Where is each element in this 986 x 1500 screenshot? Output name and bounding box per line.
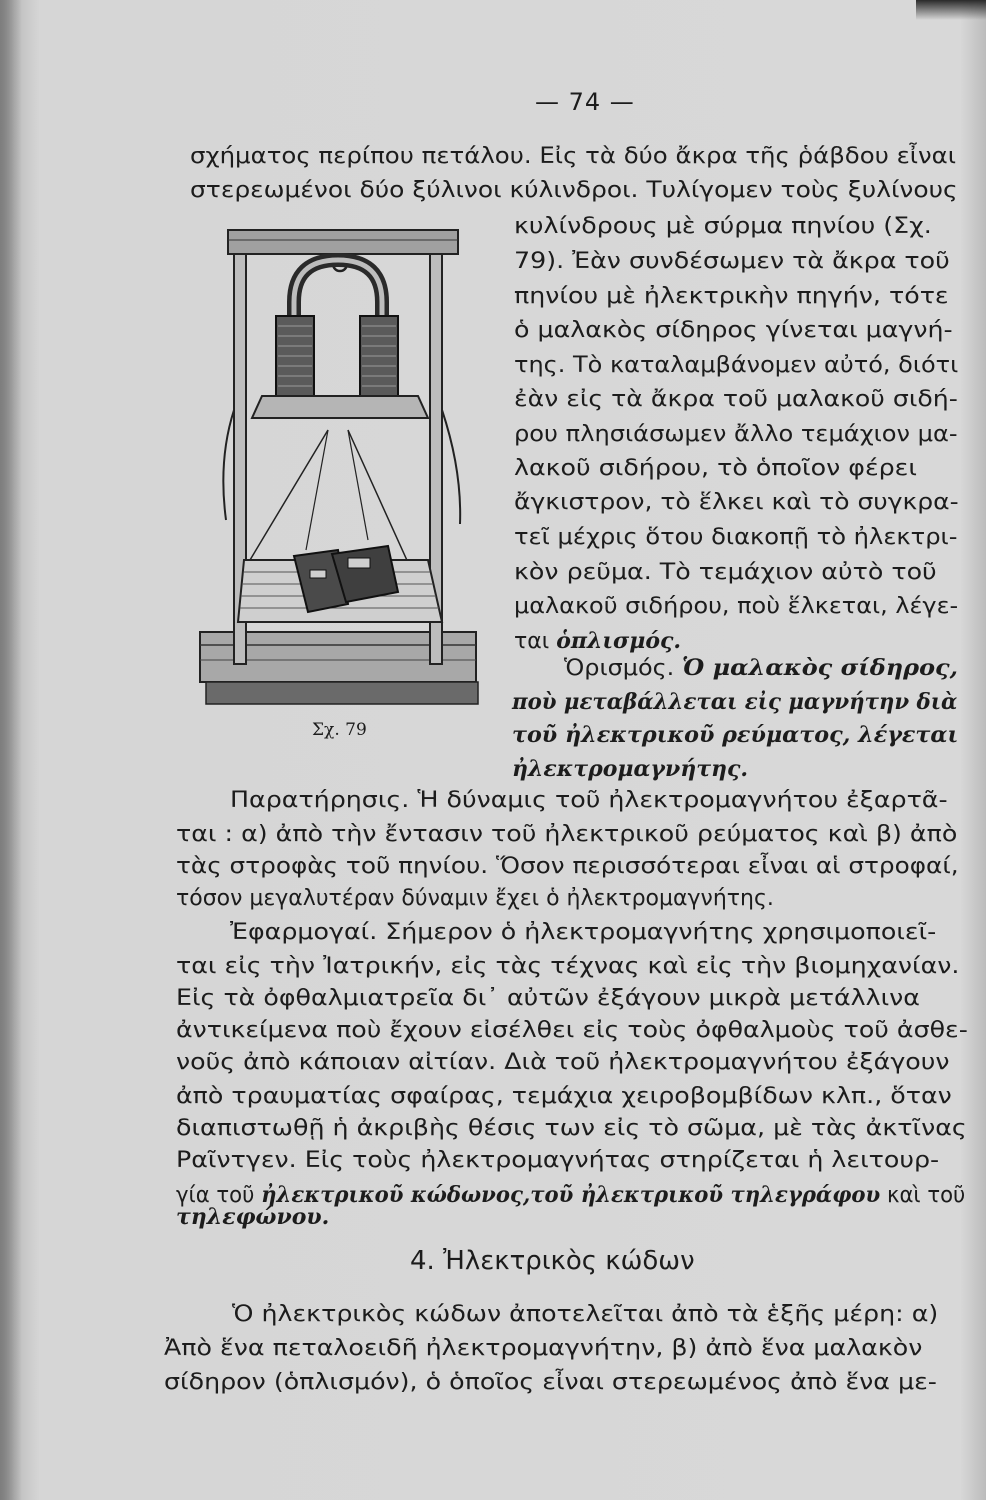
text-span: σίδηρον (ὁπλισμόν), ὁ ὁποῖος εἶναι στερεωμένος ἀπὸ ἕνα με- — [164, 1370, 937, 1395]
text-span: γία τοῦ — [176, 1183, 262, 1208]
text-line — [232, 1304, 938, 1326]
text-line — [514, 251, 950, 273]
text-line — [176, 1118, 967, 1140]
text-span: ἀντικείμενα ποὺ ἔχουν εἰσέλθει εἰς τοὺς ὀφθαλμοὺς τοῦ ἀσθε- — [176, 1018, 968, 1043]
italic-text: τοῦ ἠλεκτρικοῦ ρεύματος, λέγεται — [512, 722, 959, 748]
text-line — [514, 286, 949, 308]
text-line — [514, 596, 958, 618]
italic-text: ἠλεκτρομαγνήτης. — [512, 756, 749, 782]
text-span: λακοῦ σιδήρου, τὸ ὁποῖον φέρει — [514, 456, 917, 481]
text-span: Ἐφαρμογαί. Σήμερον ὁ ἠλεκτρομαγνήτης χρησιμοποιεῖ- — [230, 920, 937, 945]
text-line — [176, 888, 774, 910]
text-span: κὸν ρεῦμα. Τὸ τεμάχιον αὐτὸ τοῦ — [514, 560, 937, 585]
text-span: Ὁρισμός. — [564, 656, 682, 681]
text-line — [512, 691, 957, 714]
text-span: ὁ μαλακὸς σίδηρος γίνεται μαγνή- — [514, 318, 953, 343]
text-span: ται εἰς τὴν Ἰατρικήν, εἰς τὰς τέχνας καὶ εἰς τὴν βιομηχανίαν. — [176, 954, 960, 979]
text-span: ται — [514, 629, 557, 654]
text-span: καὶ τοῦ — [880, 1183, 966, 1208]
text-span: 79). Ἐὰν συνδέσωμεν τὰ ἄκρα τοῦ — [514, 249, 950, 274]
text-line — [514, 216, 932, 238]
text-span: της. Τὸ καταλαμβάνομεν αὐτό, διότι — [514, 353, 959, 378]
text-span: ται : α) ἀπὸ τὴν ἔντασιν τοῦ ἠλεκτρικοῦ ρεύματος καὶ β) ἀπὸ — [176, 822, 958, 847]
text-line — [564, 657, 958, 680]
text-line — [514, 424, 958, 446]
text-line — [514, 562, 937, 584]
text-line — [176, 824, 957, 846]
text-line — [514, 320, 953, 342]
text-span: Ραῖντγεν. Εἰς τοὺς ἠλεκτρομαγνήτας στηρίζεται ἡ λειτουρ- — [176, 1148, 940, 1173]
page-number: — 74 — — [535, 88, 635, 116]
figure-caption: Σχ. 79 — [312, 720, 367, 740]
text-span: σχήματος περίπου πετάλου. Εἰς τὰ δύο ἄκρα τῆς ῥάβδου εἶναι — [190, 144, 957, 169]
text-span: Παρατήρησις. Ἡ δύναμις τοῦ ἠλεκτρομαγνήτου ἐξαρτᾶ- — [230, 788, 948, 813]
text-line — [164, 1338, 922, 1360]
text-line — [176, 1020, 968, 1042]
text-line — [176, 956, 959, 978]
text-line — [190, 146, 956, 168]
page-corner-shadow — [916, 0, 986, 20]
text-line — [190, 180, 958, 202]
italic-text: τηλεφώνου. — [176, 1204, 330, 1230]
text-span: τεῖ μέχρις ὅτου διακοπῇ τὸ ἠλεκτρι- — [514, 525, 958, 550]
section-heading: 4. Ἠλεκτρικὸς κώδων — [410, 1246, 695, 1276]
italic-text: ὁπλισμός. — [556, 628, 682, 654]
text-span: ἀπὸ τραυματίας σφαίρας, τεμάχια χειροβομβίδων κλπ., ὅταν — [176, 1084, 952, 1109]
text-span: μαλακοῦ σιδήρου, ποὺ ἕλκεται, λέγε- — [514, 594, 959, 619]
text-line — [514, 630, 681, 653]
text-line — [514, 458, 917, 480]
text-line — [164, 1372, 937, 1394]
text-line — [176, 1086, 952, 1108]
text-line — [512, 724, 958, 747]
text-span: νοῦς ἀπὸ κάποιαν αἰτίαν. Διὰ τοῦ ἠλεκτρομαγνήτου ἐξάγουν — [176, 1050, 950, 1075]
text-line — [176, 1150, 939, 1172]
text-line — [176, 1206, 329, 1229]
text-line — [176, 1052, 950, 1074]
binding-shadow — [0, 0, 22, 1500]
text-span: τὰς στροφὰς τοῦ πηνίου. Ὅσον περισσότεραι εἶναι αἱ στροφαί, — [176, 854, 959, 879]
text-line — [512, 758, 748, 781]
italic-text: ἠλεκτρικοῦ κώδωνος,τοῦ ἠλεκτρικοῦ τηλεγράφου — [261, 1182, 881, 1208]
text-span: τόσον μεγαλυτέραν δύναμιν ἔχει ὁ ἠλεκτρομαγνήτης. — [176, 886, 774, 911]
electromagnet-figure — [198, 220, 480, 708]
text-span: Εἰς τὰ ὀφθαλμιατρεῖα δι᾽ αὐτῶν ἐξάγουν μικρὰ μετάλλινα — [176, 986, 920, 1011]
text-line — [176, 856, 959, 878]
text-span: πηνίου μὲ ἠλεκτρικὴν πηγήν, τότε — [514, 284, 949, 309]
text-line — [514, 355, 958, 377]
text-span: κυλίνδρους μὲ σύρμα πηνίου (Σχ. — [514, 214, 932, 239]
italic-text: ποὺ μεταβάλλεται εἰς μαγνήτην διὰ — [512, 689, 958, 715]
text-span: ἐὰν εἰς τὰ ἄκρα τοῦ μαλακοῦ σιδή- — [514, 387, 958, 412]
text-line — [514, 527, 957, 549]
text-span: Ὁ ἠλεκτρικὸς κώδων ἀποτελεῖται ἀπὸ τὰ ἑξῆς μέρη: α) — [232, 1302, 939, 1327]
text-line — [514, 389, 958, 411]
text-line — [230, 790, 948, 812]
text-line — [176, 988, 920, 1010]
text-span: ἄγκιστρον, τὸ ἕλκει καὶ τὸ συγκρα- — [514, 490, 959, 515]
text-span: στερεωμένοι δύο ξύλινοι κύλινδροι. Τυλίγομεν τοὺς ξυλίνους — [190, 178, 958, 203]
text-span: Ἀπὸ ἕνα πεταλοειδῆ ἠλεκτρομαγνήτην, β) ἀπὸ ἕνα μαλακὸν — [164, 1336, 923, 1361]
text-line — [230, 922, 936, 944]
italic-text: Ὁ μαλακὸς σίδηρος, — [681, 655, 958, 681]
text-line — [514, 492, 959, 514]
text-span: διαπιστωθῇ ἡ ἀκριβὴς θέσις των εἰς τὸ σῶμα, μὲ τὰς ἀκτῖνας — [176, 1116, 967, 1141]
text-span: ρου πλησιάσωμεν ἄλλο τεμάχιον μα- — [514, 422, 958, 447]
